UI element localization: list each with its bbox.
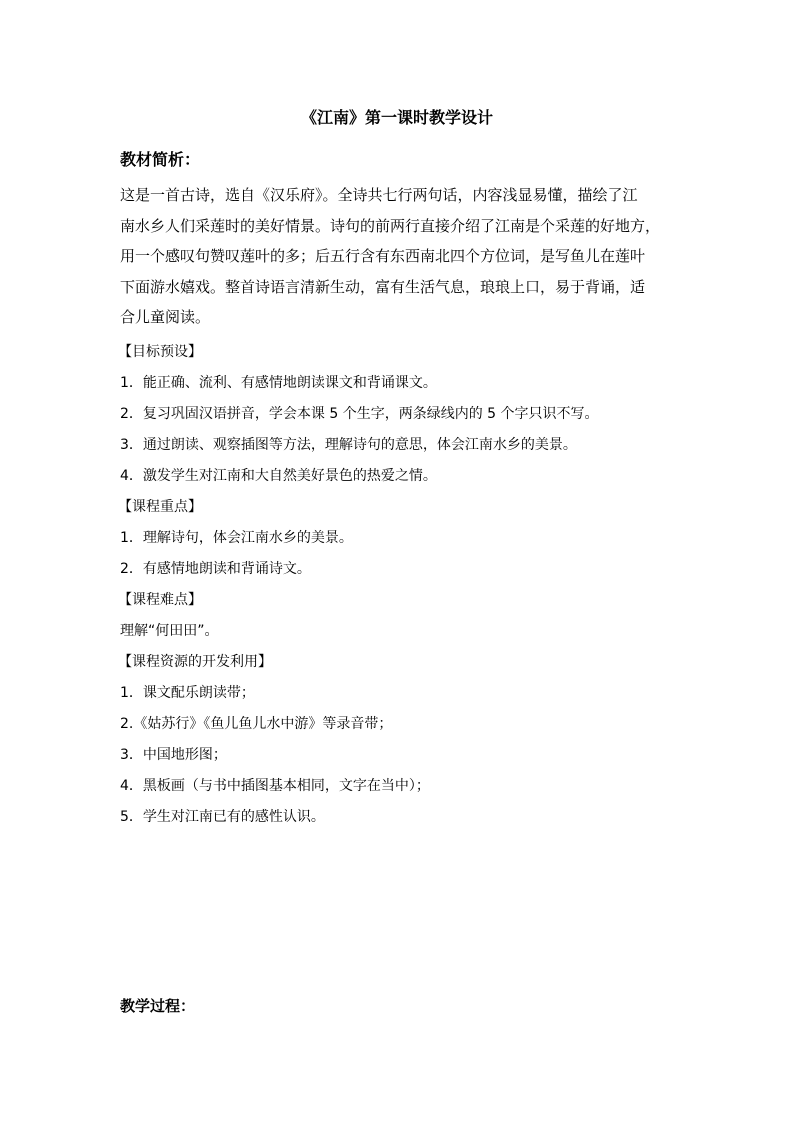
resource-item: 2.《姑苏行》《鱼儿鱼儿水中游》等录音带； (120, 716, 393, 732)
resource-item: 3．中国地形图； (120, 747, 227, 763)
analysis-line: 合儿童阅读。 (120, 308, 211, 326)
resource-item: 4．黑板画（与书中插图基本相同，文字在当中）； (120, 778, 430, 794)
document-title: 《江南》第一课时教学设计 (300, 108, 493, 127)
goals-heading: 【目标预设】 (118, 344, 202, 360)
goal-item: 4．激发学生对江南和大自然美好景色的热爱之情。 (120, 468, 437, 484)
analysis-line: 下面游水嬉戏。整首诗语言清新生动，富有生活气息，琅琅上口，易于背诵，适 (120, 277, 646, 296)
difficulties-heading: 【课程难点】 (118, 592, 202, 608)
difficulty-item: 理解“何田田”。 (120, 623, 219, 639)
key-point-item: 1．理解诗句，体会江南水乡的美景。 (120, 530, 353, 546)
goal-item: 3．通过朗读、观察插图等方法，理解诗句的意思，体会江南水乡的美景。 (120, 437, 577, 453)
analysis-heading: 教材简析： (120, 150, 201, 169)
resource-item: 1．课文配乐朗读带； (120, 685, 255, 701)
analysis-paragraph (120, 180, 680, 333)
key-point-item: 2．有感情地朗读和背诵诗文。 (120, 561, 311, 577)
analysis-line: 用一个感叹句赞叹莲叶的多；后五行含有东西南北四个方位词，是写鱼儿在莲叶 (120, 247, 646, 265)
analysis-line: 这是一首古诗，选自《汉乐府》。全诗共七行两句话，内容浅显易懂，描绘了江 (120, 186, 638, 204)
resources-heading: 【课程资源的开发利用】 (118, 654, 272, 670)
resource-item: 5．学生对江南已有的感性认识。 (120, 809, 325, 825)
key-points-heading: 【课程重点】 (118, 499, 202, 515)
goal-item: 2．复习巩固汉语拼音，学会本课 5 个生字，两条绿线内的 5 个字只识不写。 (120, 406, 599, 422)
goal-item: 1．能正确、流利、有感情地朗读课文和背诵课文。 (120, 375, 437, 391)
process-heading: 教学过程： (120, 997, 196, 1015)
analysis-line: 南水乡人们采莲时的美好情景。诗句的前两行直接介绍了江南是个采莲的好地方， (120, 216, 661, 235)
